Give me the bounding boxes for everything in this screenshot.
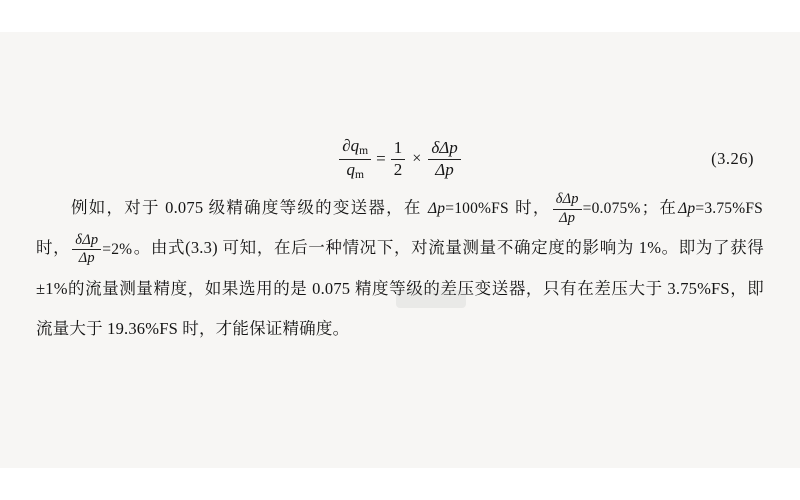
inline-math-2 bbox=[552, 190, 641, 228]
inline-math-3-rhs: 3.75%FS bbox=[704, 200, 763, 218]
inline-math-2-rhs: 0.075% bbox=[591, 200, 641, 218]
inline-math-4-rel: = bbox=[102, 240, 112, 258]
equation-lhs-numerator: $\partial q_m$ bbox=[339, 137, 371, 160]
inline-math-4-denominator: Δp bbox=[78, 250, 95, 267]
inline-math-4 bbox=[71, 231, 132, 269]
inline-math-4-rhs: 2% bbox=[111, 240, 133, 258]
paragraph-segment-4: 时， bbox=[36, 238, 71, 258]
equation-half-fraction bbox=[391, 139, 406, 179]
inline-math-3 bbox=[678, 190, 763, 228]
paragraph-segment-2: 时， bbox=[509, 198, 551, 217]
inline-math-2-denominator: Δp bbox=[559, 209, 576, 226]
inline-math-2-fraction bbox=[553, 192, 582, 226]
equals-sign: = bbox=[376, 149, 386, 168]
inline-math-2-rel: = bbox=[582, 200, 592, 218]
inline-math-1 bbox=[428, 190, 509, 228]
paragraph-segment-5: 。由式(3.3) 可知，在后一种情况下，对流量测量不确定度的影响为 1%。即为了获得±1%的流量测量精度，如果选用的是 0.075 精度等级的差压变送器，只有在差压大于 3.75%FS，即流量大于 19.36%FS 时，才能保证精确度。 bbox=[36, 238, 764, 339]
equation-lhs-fraction bbox=[339, 137, 371, 181]
equation-lhs-denominator: $q_m$ bbox=[346, 159, 364, 181]
inline-math-1-rhs: 100%FS bbox=[454, 200, 509, 218]
equation-body bbox=[338, 137, 461, 181]
equation-half-denominator: 2 bbox=[393, 159, 403, 179]
inline-math-1-lhs: Δp bbox=[428, 200, 446, 218]
paragraph-segment-1: 例如，对于 0.075 级精确度等级的变送器，在 bbox=[70, 198, 427, 217]
inline-math-4-fraction bbox=[72, 233, 101, 267]
body-paragraph bbox=[36, 188, 764, 350]
page-content bbox=[36, 130, 764, 350]
equation-rhs-fraction bbox=[428, 139, 460, 179]
inline-math-3-lhs: Δp bbox=[678, 200, 696, 218]
page-top-margin bbox=[0, 0, 800, 32]
equation-rhs-numerator: δΔp bbox=[428, 139, 460, 159]
inline-math-1-rel: = bbox=[445, 200, 455, 218]
inline-math-4-numerator: δΔp bbox=[72, 233, 101, 251]
equation-rhs-denominator: Δp bbox=[435, 159, 454, 179]
equation-number: (3.26) bbox=[711, 149, 754, 168]
paragraph-segment-3: ；在 bbox=[641, 198, 678, 217]
page-bottom-margin bbox=[0, 468, 800, 500]
inline-math-2-numerator: δΔp bbox=[553, 192, 582, 210]
multiplication-sign: × bbox=[412, 150, 422, 167]
equation-half-numerator: 1 bbox=[391, 139, 406, 159]
inline-math-3-rel: = bbox=[695, 200, 705, 218]
display-equation-3-26 bbox=[36, 130, 764, 188]
